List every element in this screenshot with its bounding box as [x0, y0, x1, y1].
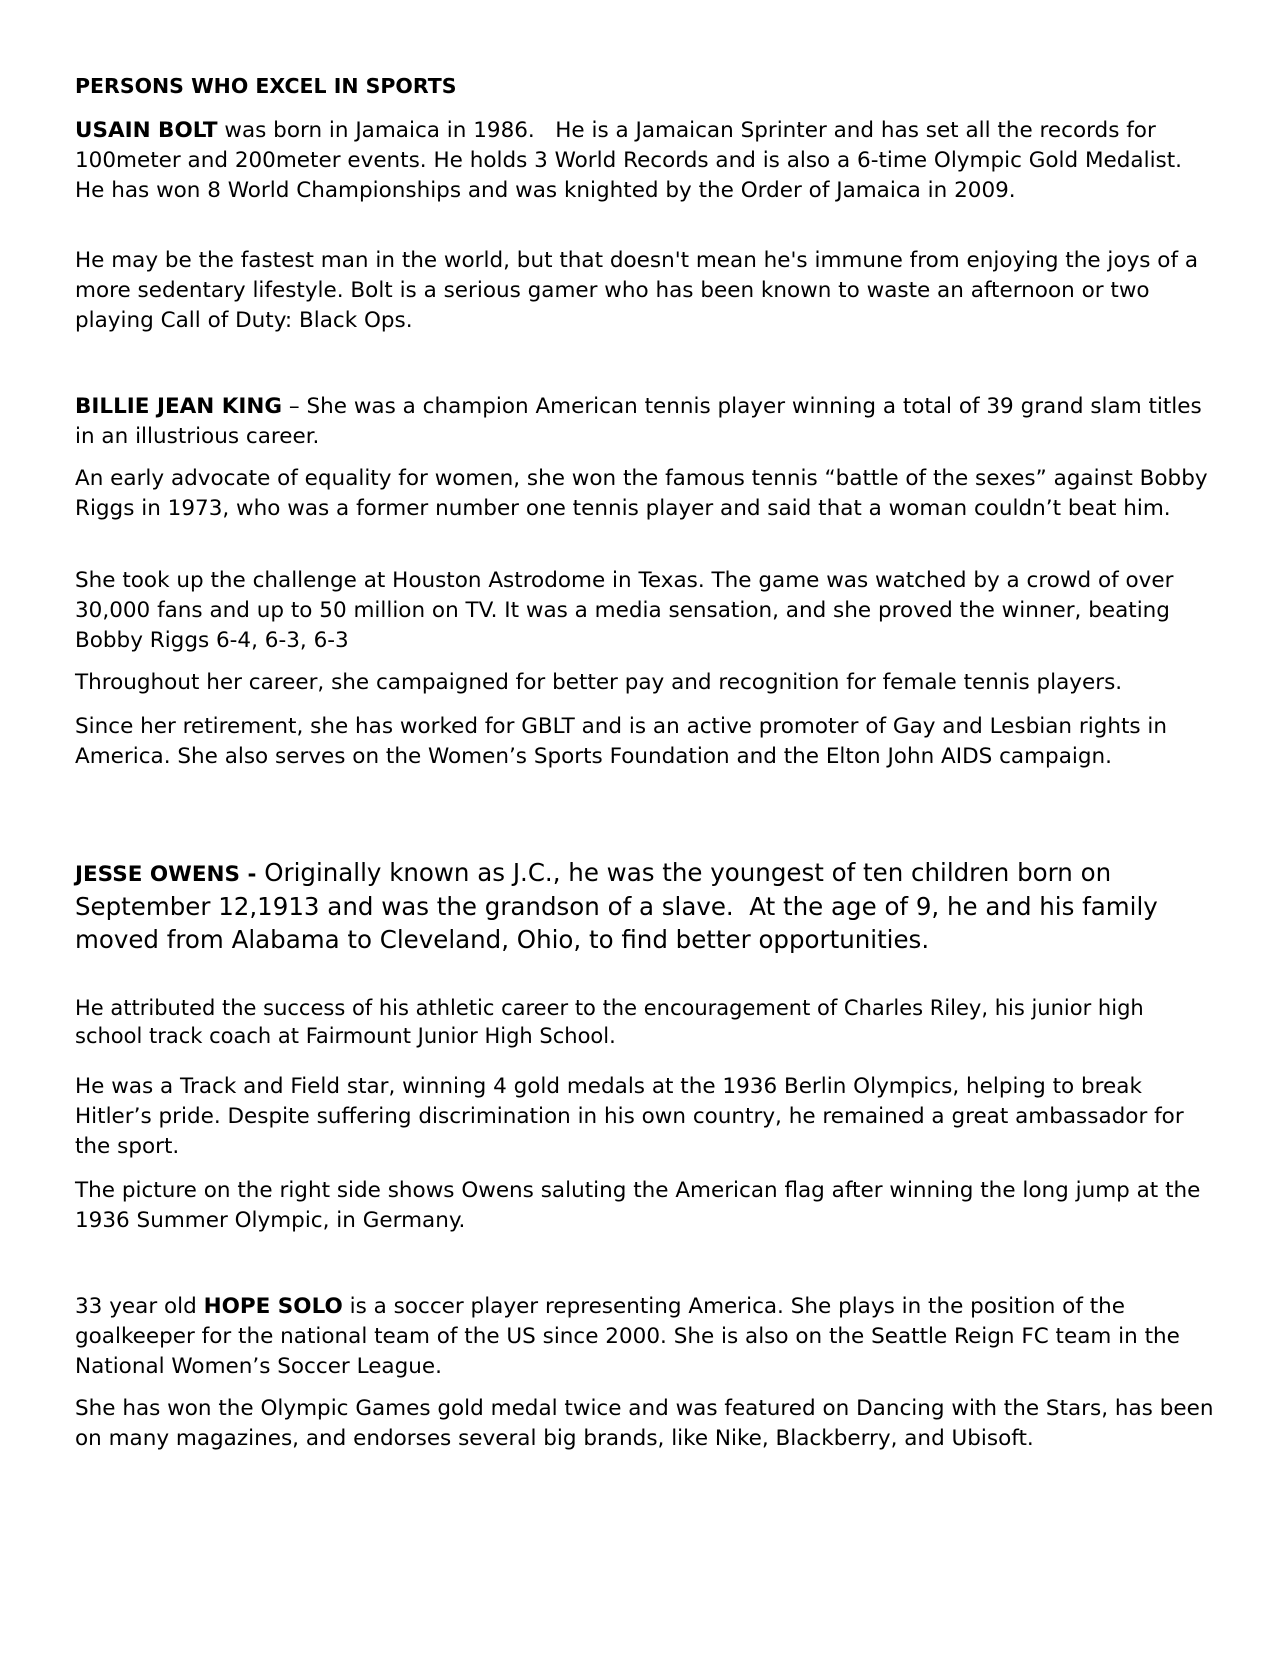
page-title: PERSONS WHO EXCEL IN SPORTS	[75, 74, 457, 98]
owens-paragraph-1-text: Originally known as J.C., he was the youngest of ten children born on September 12,1913 and was the grandson of a slave. At the age of 9, he and his family moved from Alabama to Cleveland, Ohio, to find better opportunities.	[75, 858, 1166, 954]
king-name: BILLIE JEAN KING	[75, 394, 283, 419]
bolt-paragraph-1-text: was born in Jamaica in 1986. He is a Jamaican Sprinter and has set all the records for 100meter and 200meter events. He holds 3 World Records and is also a 6-time Olympic Gold Medalist. He has won 8 World Championships and was knighted by the Order of Jamaica in 2009.	[75, 118, 1189, 203]
solo-paragraph-1-text: is a soccer player representing America. She plays in the position of the goalkeeper for the national team of the US since 2000. She is also on the Seattle Reign FC team in the National Women’s Soccer League.	[75, 1294, 1187, 1379]
owens-paragraph-2: He attributed the success of his athletic career to the encouragement of Charles Riley, his junior high school track coach at Fairmount Junior High School.	[75, 996, 1144, 1048]
king-paragraph-3: She took up the challenge at Houston Astrodome in Texas. The game was watched by a crowd of over 30,000 fans and up to 50 million on TV. It was a media sensation, and she proved the winner, beating Bobby Riggs 6-4, 6-3, 6-3	[75, 568, 1174, 653]
owens-paragraph-4: The picture on the right side shows Owens saluting the American flag after winning the long jump at the 1936 Summer Olympic, in Germany.	[75, 1178, 1201, 1233]
owens-paragraph-1	[75, 856, 1215, 956]
solo-paragraph-2: She has won the Olympic Games gold medal twice and was featured on Dancing with the Stars, has been on many magazines, and endorses several big brands, like Nike, Blackberry, and Ubisoft.	[75, 1396, 1214, 1451]
owens-name: JESSE OWENS -	[75, 862, 257, 887]
king-paragraph-4: Throughout her career, she campaigned for better pay and recognition for female tennis players.	[75, 670, 1123, 695]
king-paragraph-5: Since her retirement, she has worked for GBLT and is an active promoter of Gay and Lesbian rights in America. She also serves on the Women’s Sports Foundation and the Elton John AIDS campaign.	[75, 714, 1168, 769]
solo-name: HOPE SOLO	[203, 1294, 343, 1319]
king-paragraph-2: An early advocate of equality for women, she won the famous tennis “battle of the sexes” against Bobby Riggs in 1973, who was a former number one tennis player and said that a woman couldn’t beat him.	[75, 466, 1208, 521]
solo-age-prefix: 33 year old	[75, 1294, 204, 1319]
bolt-paragraph-1	[75, 116, 1215, 206]
owens-paragraph-3: He was a Track and Field star, winning 4 gold medals at the 1936 Berlin Olympics, helping to break Hitler’s pride. Despite suffering discrimination in his own country, he remained a great ambassador for the sport.	[75, 1074, 1184, 1159]
solo-paragraph-1	[75, 1292, 1215, 1382]
bolt-paragraph-2: He may be the fastest man in the world, but that doesn't mean he's immune from enjoying the joys of a more sedentary lifestyle. Bolt is a serious gamer who has been known to waste an afternoon or two playing Call of Duty: Black Ops.	[75, 248, 1199, 333]
bolt-name: USAIN BOLT	[75, 118, 218, 143]
king-paragraph-1	[75, 392, 1215, 452]
king-paragraph-1-text: – She was a champion American tennis player winning a total of 39 grand slam titles in an illustrious career.	[75, 394, 1209, 449]
